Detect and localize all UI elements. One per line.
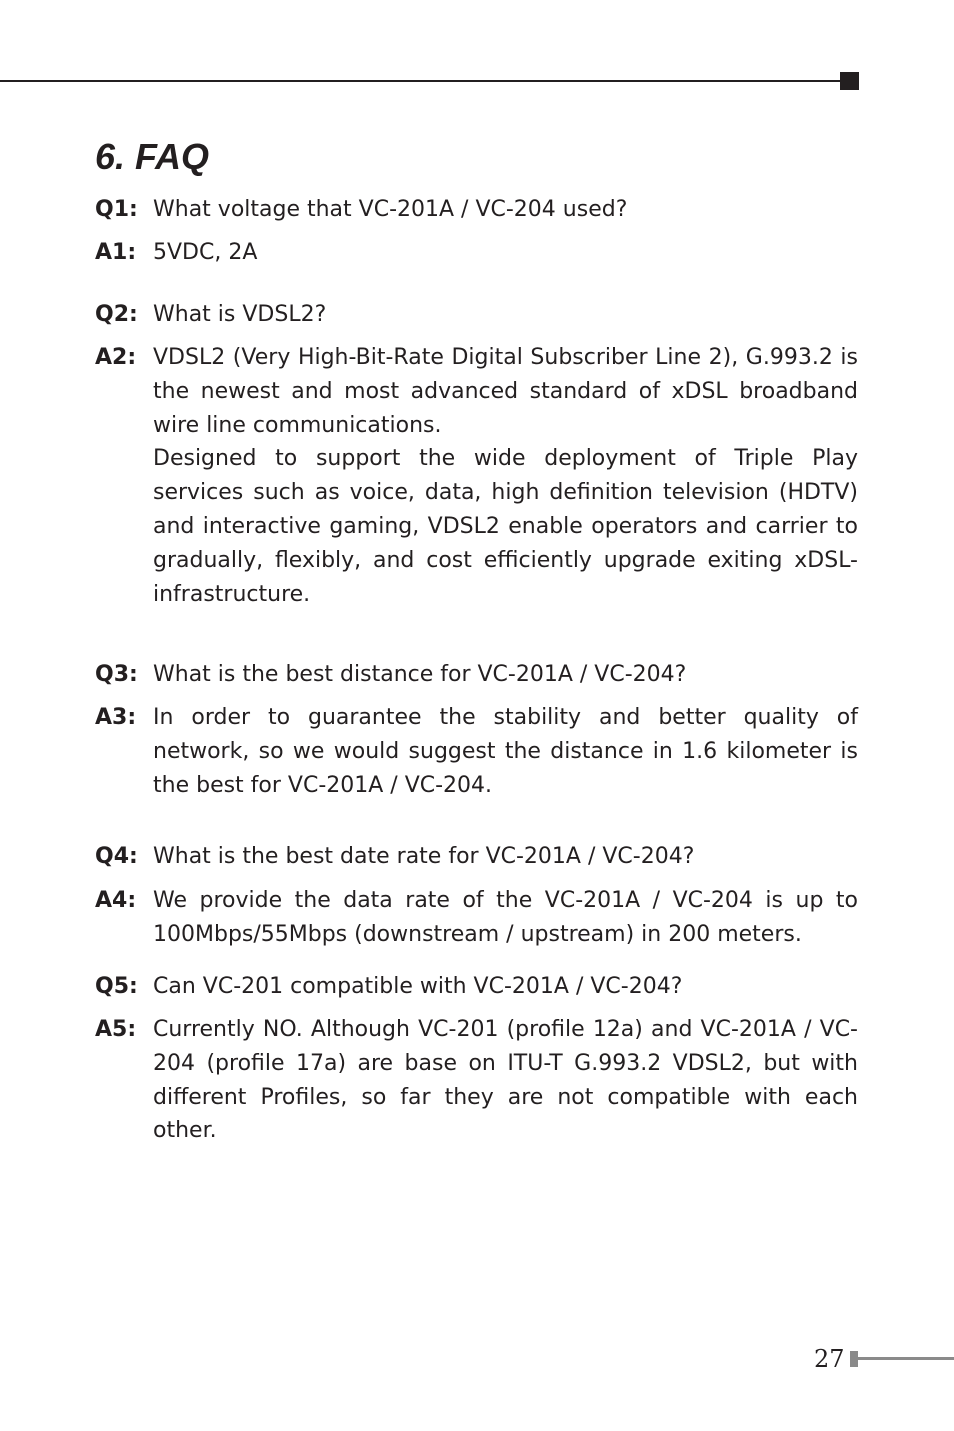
faq-answer-4: [95, 884, 858, 952]
answer-paragraph: In order to guarantee the stability and better quality of network, so we would suggest the distance in 1.6 kilometer is the best for VC-201A / VC-204.: [153, 705, 858, 798]
question-text: What is the best date rate for VC-201A / VC-204?: [153, 844, 695, 869]
answer-label: A2:: [95, 345, 137, 370]
header-square-marker: [840, 72, 859, 90]
question-text: What voltage that VC-201A / VC-204 used?: [153, 197, 628, 222]
question-label: Q5:: [95, 974, 138, 999]
question-label: Q3:: [95, 662, 138, 687]
faq-answer-2: [95, 341, 858, 611]
answer-text: [153, 1013, 858, 1148]
answer-paragraph: Currently NO. Although VC-201 (profile 12a) and VC-201A / VC-204 (profile 17a) are base on ITU-T G.993.2 VDSL2, but with different Profiles, so far they are not compatible with each other.: [153, 1017, 858, 1144]
answer-label: A1:: [95, 240, 137, 265]
section-title: 6. FAQ: [95, 136, 210, 177]
answer-text: [153, 341, 858, 611]
page-number: 27: [814, 1345, 845, 1373]
answer-text: [153, 701, 858, 802]
faq-question-1: [95, 193, 858, 227]
question-label: Q1:: [95, 197, 138, 222]
question-label: Q2:: [95, 302, 138, 327]
question-label: Q4:: [95, 844, 138, 869]
header-rule: [0, 80, 842, 82]
answer-label: A3:: [95, 705, 137, 730]
question-text: What is VDSL2?: [153, 302, 327, 327]
faq-question-5: [95, 970, 858, 1004]
faq-question-3: [95, 658, 858, 692]
answer-paragraph: We provide the data rate of the VC-201A / VC-204 is up to 100Mbps/55Mbps (downstream / upstream) in 200 meters.: [153, 888, 858, 947]
answer-label: A4:: [95, 888, 137, 913]
answer-paragraph: Designed to support the wide deployment of Triple Play services such as voice, data, high definition television (HDTV) and interactive gaming, VDSL2 enable operators and carrier to gradually, flexibly, and cost efficiently upgrade exiting xDSL-infrastructure.: [153, 446, 858, 607]
question-text: Can VC-201 compatible with VC-201A / VC-204?: [153, 974, 683, 999]
faq-answer-5: [95, 1013, 858, 1148]
answer-paragraph: 5VDC, 2A: [153, 240, 258, 265]
answer-paragraph: VDSL2 (Very High-Bit-Rate Digital Subscriber Line 2), G.993.2 is the newest and most advanced standard of xDSL broadband wire line communications.: [153, 345, 858, 438]
faq-answer-3: [95, 701, 858, 802]
footer-rule: [857, 1357, 954, 1360]
answer-text: [153, 236, 858, 270]
faq-answer-1: [95, 236, 858, 270]
faq-question-4: [95, 840, 858, 874]
answer-text: [153, 884, 858, 952]
faq-question-2: [95, 298, 858, 332]
question-text: What is the best distance for VC-201A / VC-204?: [153, 662, 687, 687]
answer-label: A5:: [95, 1017, 137, 1042]
